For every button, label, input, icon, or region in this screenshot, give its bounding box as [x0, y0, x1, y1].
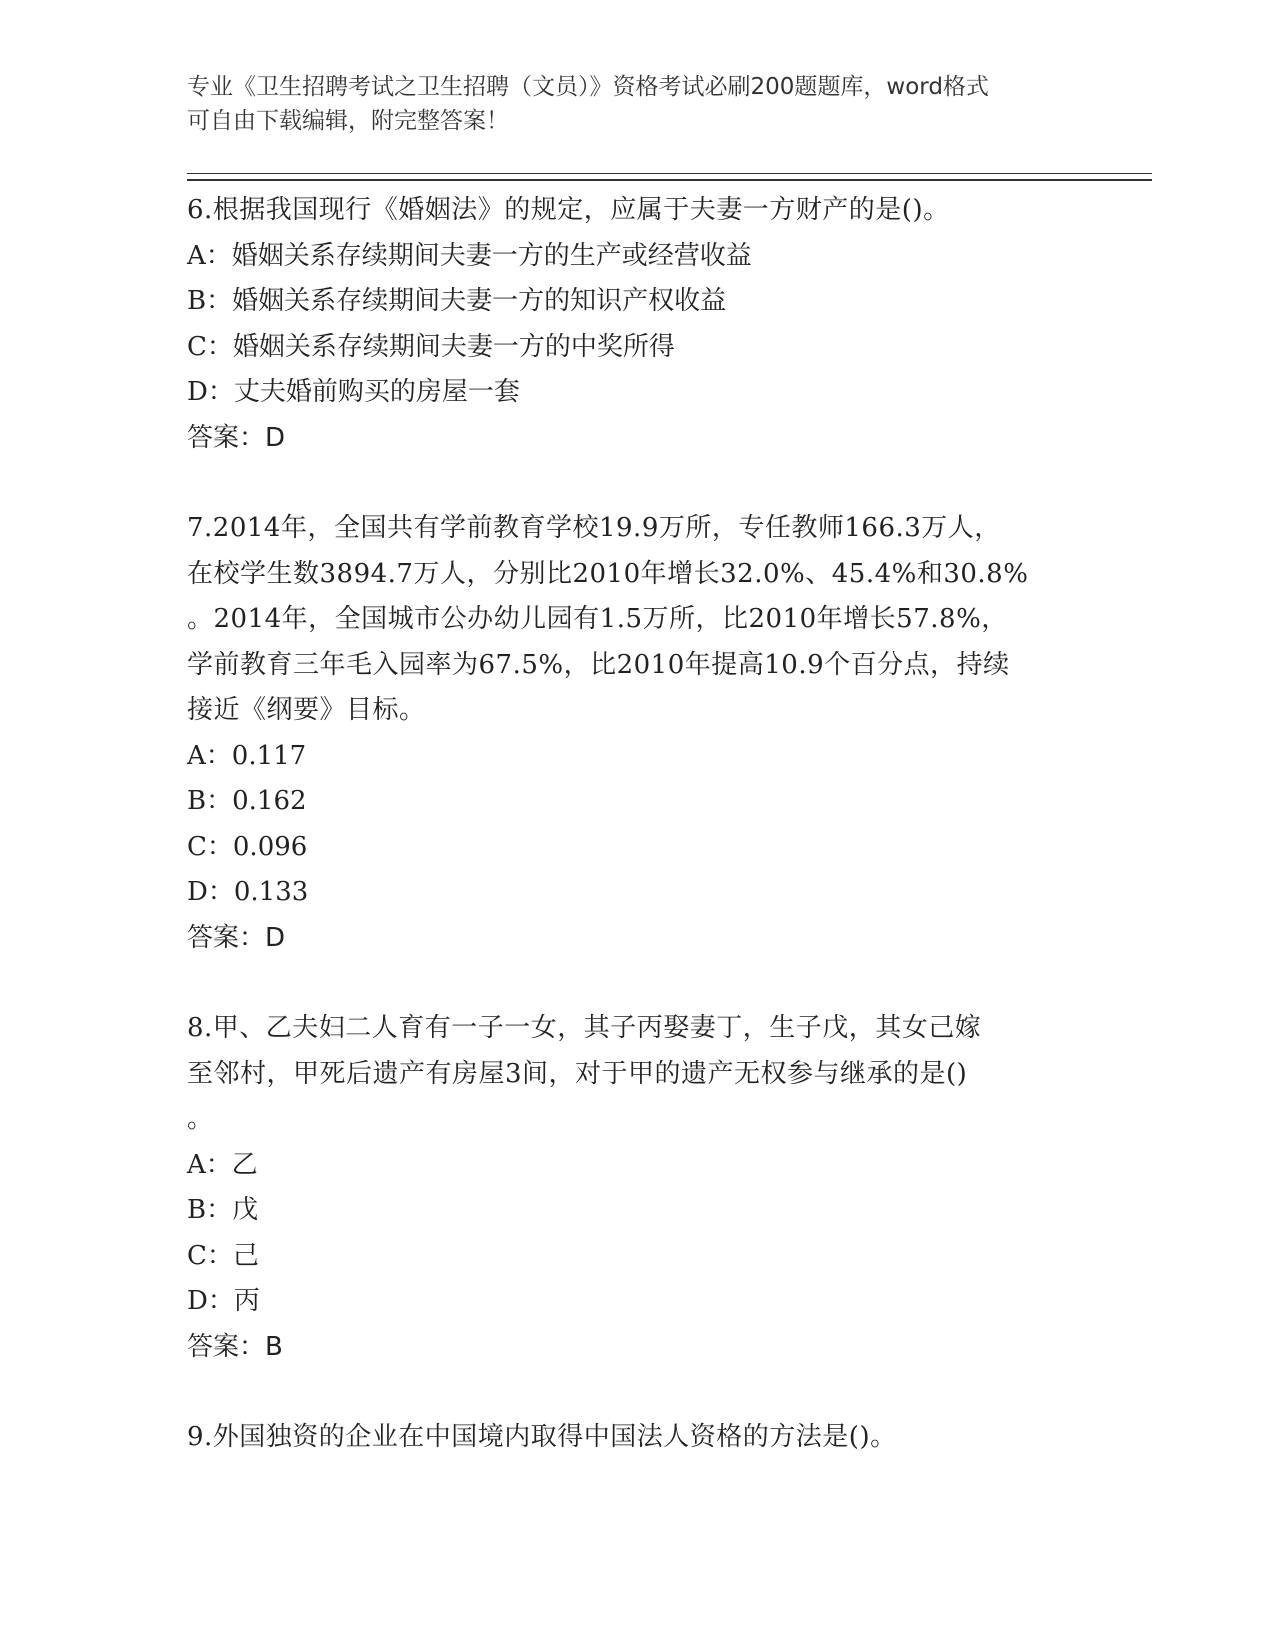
question-line: 在校学生数3894.7万人，分别比2010年增长32.0%、45.4%和30.8% — [187, 558, 1029, 589]
answer: 答案：D — [187, 922, 286, 953]
option-c: C：0.096 — [187, 831, 308, 862]
option-a: A：乙 — [187, 1149, 258, 1180]
option-c: C：己 — [187, 1240, 259, 1271]
question-line: 至邻村，甲死后遗产有房屋3间，对于甲的遗产无权参与继承的是() — [187, 1058, 968, 1089]
question-line: 7.2014年，全国共有学前教育学校19.9万所，专任教师166.3万人， — [187, 513, 1001, 543]
question-line: 9.外国独资的企业在中国境内取得中国法人资格的方法是()。 — [187, 1422, 897, 1452]
question-line: 接近《纲要》目标。 — [187, 695, 426, 725]
option-b: B：0.162 — [187, 786, 307, 816]
spacer — [187, 1370, 1087, 1415]
question-8 — [187, 1006, 1087, 1370]
question-6 — [187, 188, 1087, 461]
option-a: A：0.117 — [187, 740, 307, 771]
header-line-2: 可自由下载编辑，附完整答案！ — [187, 108, 509, 134]
question-7 — [187, 506, 1087, 961]
option-d: D：丈夫婚前购买的房屋一套 — [187, 377, 520, 407]
spacer — [187, 461, 1087, 506]
question-line: 。2014年，全国城市公办幼儿园有1.5万所，比2010年增长57.8%， — [187, 604, 1008, 634]
answer: 答案：D — [187, 422, 286, 453]
question-line: 。 — [187, 1104, 214, 1134]
option-c: C：婚姻关系存续期间夫妻一方的中奖所得 — [187, 331, 675, 362]
option-b: B：婚姻关系存续期间夫妻一方的知识产权收益 — [187, 286, 727, 316]
question-text — [187, 188, 1087, 234]
option-a: A：婚姻关系存续期间夫妻一方的生产或经营收益 — [187, 240, 752, 271]
question-line: 学前教育三年毛入园率为67.5%，比2010年提高10.9个百分点，持续 — [187, 649, 1010, 680]
question-line: 8.甲、乙夫妇二人育有一子一女，其子丙娶妻丁，生子戊，其女己嫁 — [187, 1013, 982, 1043]
option-d: D：丙 — [187, 1286, 260, 1316]
question-text — [187, 1415, 1087, 1461]
answer: 答案：B — [187, 1331, 283, 1362]
document-header — [187, 70, 1067, 138]
header-line-1: 专业《卫生招聘考试之卫生招聘（文员）》资格考试必刷200题题库，word格式 — [187, 74, 989, 100]
question-9 — [187, 1415, 1087, 1461]
option-d: D：0.133 — [187, 877, 309, 907]
question-list — [187, 188, 1087, 1461]
question-text — [187, 506, 1087, 734]
header-divider-thick — [187, 179, 1152, 181]
header-divider-thin — [187, 173, 1152, 174]
option-b: B：戊 — [187, 1195, 259, 1225]
question-text — [187, 1006, 1087, 1143]
question-line: 6.根据我国现行《婚姻法》的规定，应属于夫妻一方财产的是()。 — [187, 195, 950, 225]
spacer — [187, 961, 1087, 1006]
